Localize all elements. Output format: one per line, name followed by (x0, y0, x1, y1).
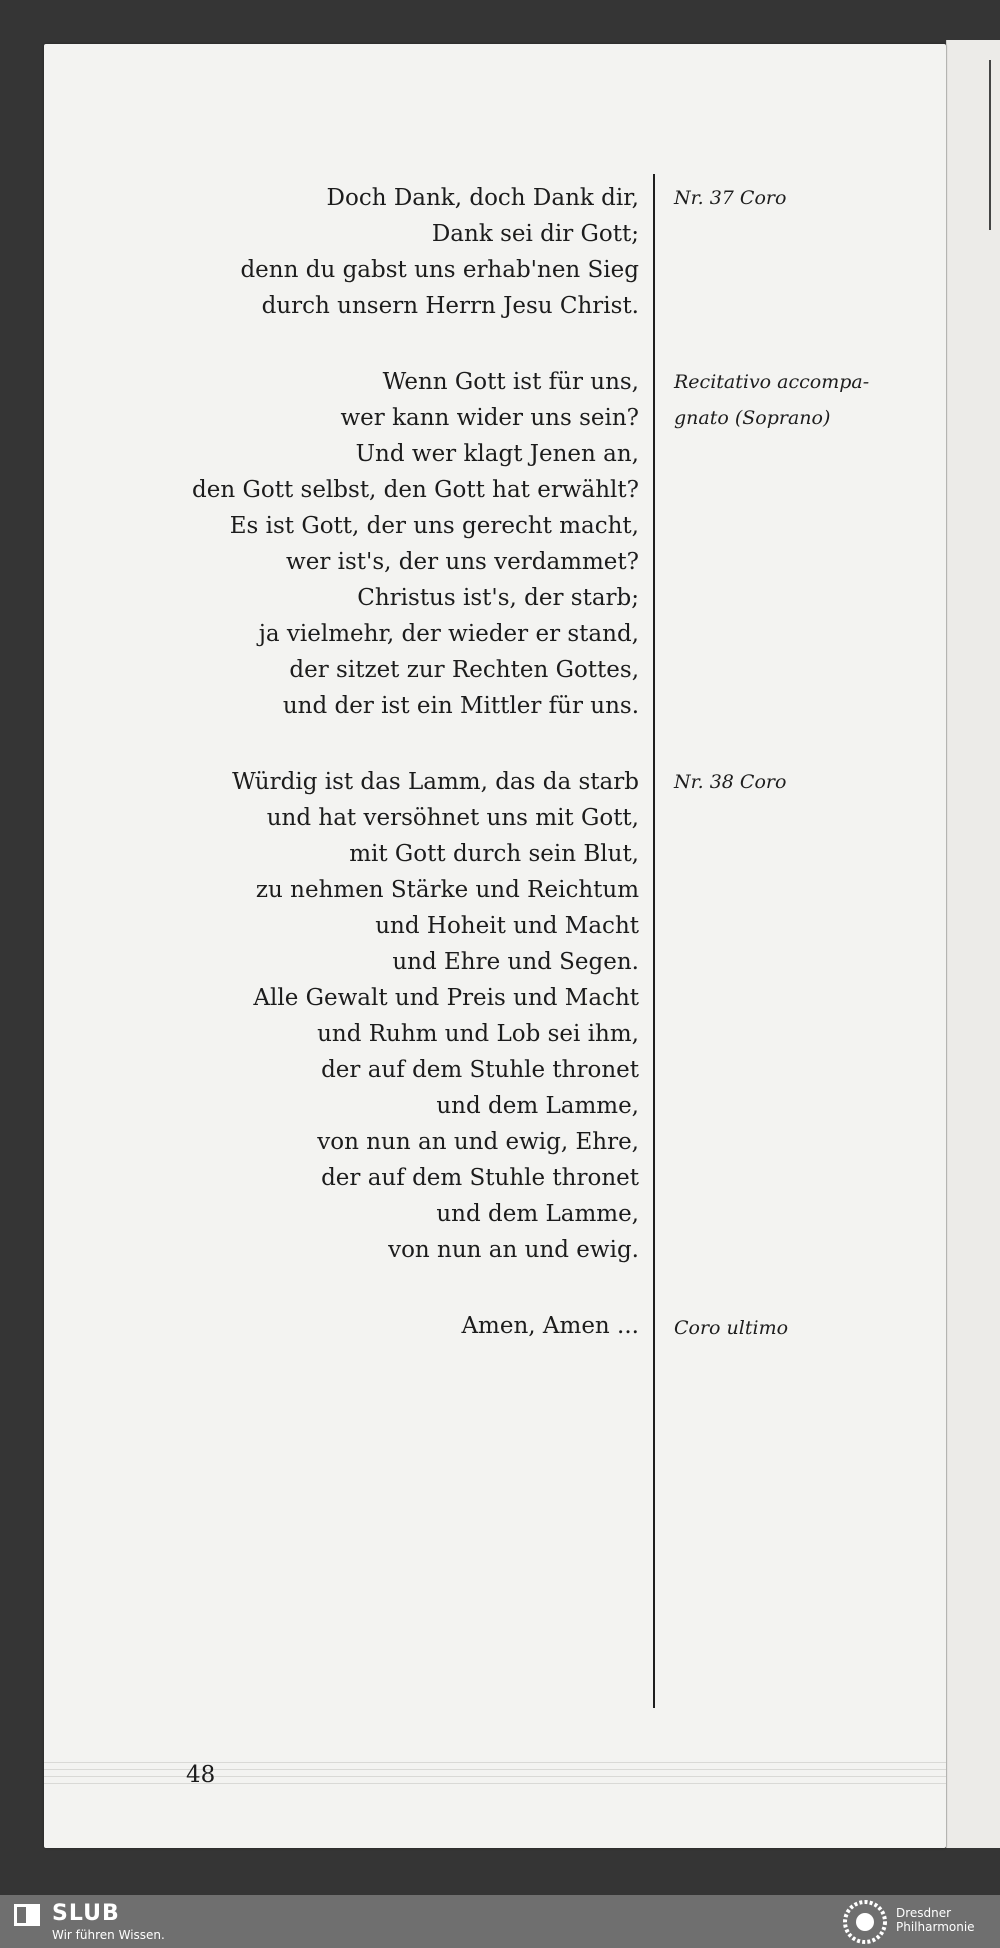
slub-logo-icon (14, 1904, 40, 1926)
lyric-line: und Ruhm und Lob sei ihm, (317, 1021, 639, 1047)
lyric-line: und dem Lamme, (436, 1201, 639, 1227)
lyric-line: der auf dem Stuhle thronet (321, 1165, 639, 1191)
lyric-line: und dem Lamme, (436, 1093, 639, 1119)
lyric-line: mit Gott durch sein Blut, (349, 841, 639, 867)
lyric-line: den Gott selbst, den Gott hat erwählt? (192, 477, 639, 503)
adjacent-page-edge (946, 40, 1000, 1848)
philharmonie-name: Dresdner Philharmonie (896, 1906, 975, 1934)
lyric-line: Es ist Gott, der uns gerecht macht, (229, 513, 639, 539)
lyrics-column (79, 180, 639, 1344)
lyric-line: der auf dem Stuhle thronet (321, 1057, 639, 1083)
lyric-line: Amen, Amen ... (461, 1313, 639, 1339)
lyric-line: zu nehmen Stärke und Reichtum (255, 877, 639, 903)
page-rule-lines (44, 1762, 946, 1794)
footer-bar (0, 1895, 1000, 1948)
lyric-line: Alle Gewalt und Preis und Macht (253, 985, 639, 1011)
lyric-line: und Ehre und Segen. (392, 949, 639, 975)
lyric-line: durch unsern Herrn Jesu Christ. (261, 293, 639, 319)
lyric-line: Würdig ist das Lamm, das da starb (232, 769, 639, 795)
lyric-line: Dank sei dir Gott; (431, 221, 639, 247)
lyric-line: wer kann wider uns sein? (340, 405, 639, 431)
lyric-line: von nun an und ewig. (388, 1237, 639, 1263)
slub-tagline: Wir führen Wissen. (52, 1928, 165, 1942)
annotation-nr37: Nr. 37 Coro (674, 187, 787, 209)
philharmonie-logo-icon (842, 1899, 888, 1945)
lyric-line: der sitzet zur Rechten Gottes, (289, 657, 639, 683)
lyric-line: ja vielmehr, der wieder er stand, (258, 621, 639, 647)
lyric-line: denn du gabst uns erhab'nen Sieg (240, 257, 639, 283)
lyric-line: und Hoheit und Macht (375, 913, 639, 939)
lyric-line: Und wer klagt Jenen an, (355, 441, 639, 467)
column-divider (653, 174, 655, 1708)
lyric-line: von nun an und ewig, Ehre, (317, 1129, 639, 1155)
annotation-nr38: Nr. 38 Coro (674, 771, 787, 793)
stanza-4 (79, 1308, 639, 1344)
annotation-coro-ultimo: Coro ultimo (674, 1317, 789, 1339)
lyric-line: wer ist's, der uns verdammet? (286, 549, 639, 575)
page-number: 48 (186, 1762, 216, 1788)
slub-name: SLUB (52, 1901, 120, 1926)
lyric-line: und der ist ein Mittler für uns. (282, 693, 639, 719)
lyric-line: Christus ist's, der starb; (357, 585, 639, 611)
stanza-1 (79, 180, 639, 324)
stanza-2 (79, 364, 639, 724)
lyric-line: Doch Dank, doch Dank dir, (326, 185, 639, 211)
lyric-line: Wenn Gott ist für uns, (382, 369, 639, 395)
lyric-line: und hat versöhnet uns mit Gott, (266, 805, 639, 831)
stanza-3 (79, 764, 639, 1268)
annotation-recitativo: Recitativo accompa- gnato (Soprano) (674, 371, 870, 429)
